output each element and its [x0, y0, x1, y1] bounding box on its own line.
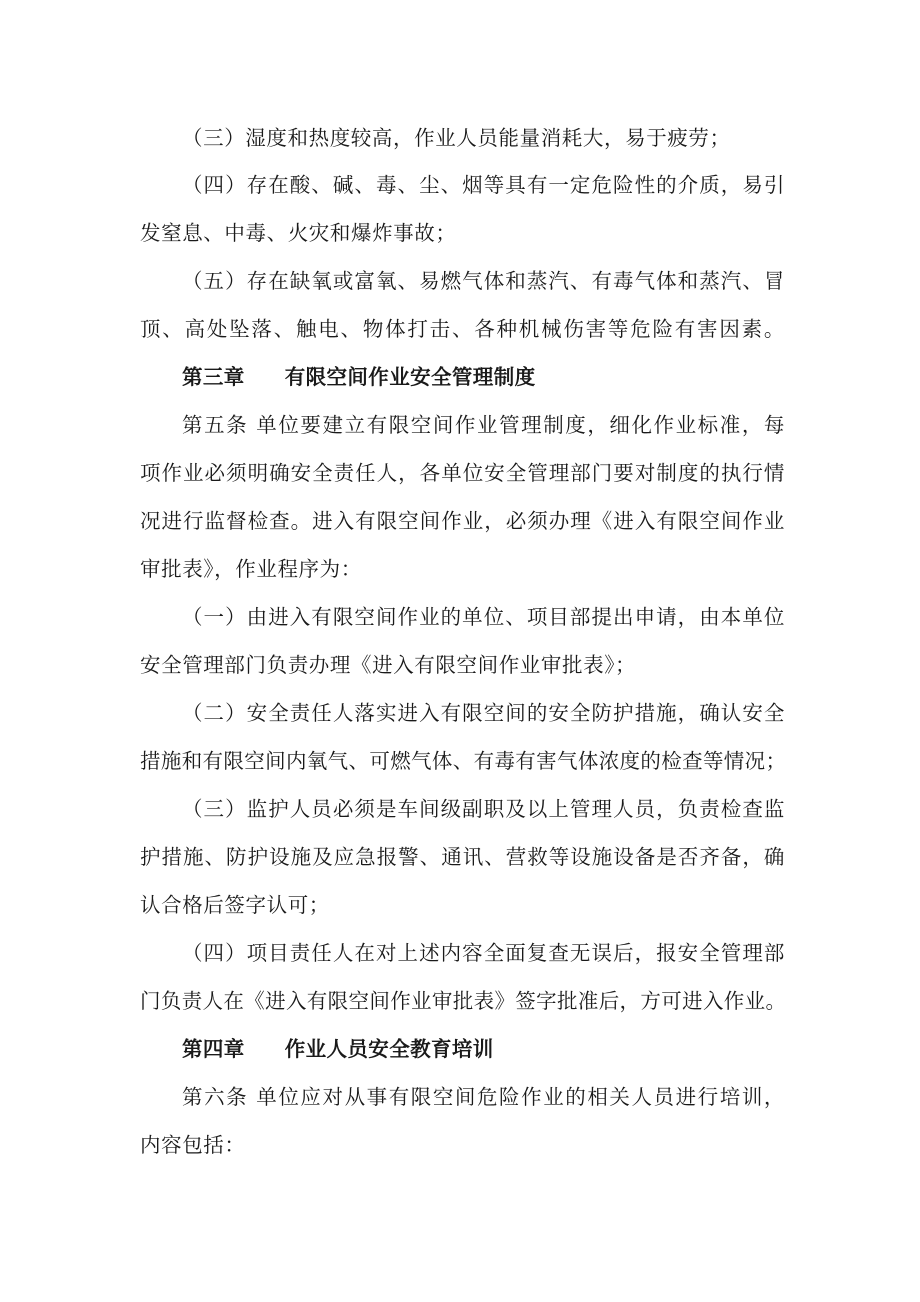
chapter-heading: [182, 1034, 782, 1064]
paragraph-line: 门负责人在《进入有限空间作业审批表》签字批准后，方可进入作业。: [140, 989, 787, 1013]
chapter-heading: [182, 362, 782, 392]
paragraph-line: （五）存在缺氧或富氧、易燃气体和蒸汽、有毒气体和蒸汽、冒: [182, 269, 785, 293]
paragraph-line: 护措施、防护设施及应急报警、通讯、营救等设施设备是否齐备，确: [140, 845, 785, 869]
chapter-title: 作业人员安全教育培训: [284, 1037, 494, 1061]
paragraph-line: 第五条 单位要建立有限空间作业管理制度，细化作业标准，每: [182, 413, 785, 437]
paragraph-line: 认合格后签字认可；: [140, 893, 330, 917]
paragraph-line: 项作业必须明确安全责任人，各单位安全管理部门要对制度的执行情: [140, 461, 785, 485]
paragraph-line: 安全管理部门负责办理《进入有限空间作业审批表》；: [140, 653, 637, 677]
chapter-title: 有限空间作业安全管理制度: [284, 365, 536, 389]
paragraph-line: 内容包括：: [140, 1133, 246, 1157]
paragraph-line: （二）安全责任人落实进入有限空间的安全防护措施，确认安全: [182, 701, 785, 725]
paragraph-line: （四）项目责任人在对上述内容全面复查无误后，报安全管理部: [182, 941, 785, 965]
chapter-number: 第四章: [182, 1037, 245, 1061]
paragraph-line: 顶、高处坠落、触电、物体打击、各种机械伤害等危险有害因素。: [140, 317, 785, 341]
paragraph-line: 发窒息、中毒、火灾和爆炸事故；: [140, 221, 457, 245]
paragraph-line: 况进行监督检查。进入有限空间作业，必须办理《进入有限空间作业: [140, 509, 785, 533]
paragraph-line: 措施和有限空间内氧气、可燃气体、有毒有害气体浓度的检查等情况；: [140, 749, 787, 773]
paragraph-line: 审批表》，作业程序为：: [140, 557, 362, 581]
chapter-number: 第三章: [182, 365, 245, 389]
paragraph-line: （一）由进入有限空间作业的单位、项目部提出申请，由本单位: [182, 605, 785, 629]
paragraph-line: （四）存在酸、碱、毒、尘、烟等具有一定危险性的介质，易引: [182, 173, 785, 197]
paragraph-line: （三）湿度和热度较高，作业人员能量消耗大，易于疲劳；: [182, 126, 731, 150]
paragraph-line: （三）监护人员必须是车间级副职及以上管理人员，负责检查监: [182, 797, 785, 821]
paragraph-line: 第六条 单位应对从事有限空间危险作业的相关人员进行培训，: [182, 1085, 785, 1109]
